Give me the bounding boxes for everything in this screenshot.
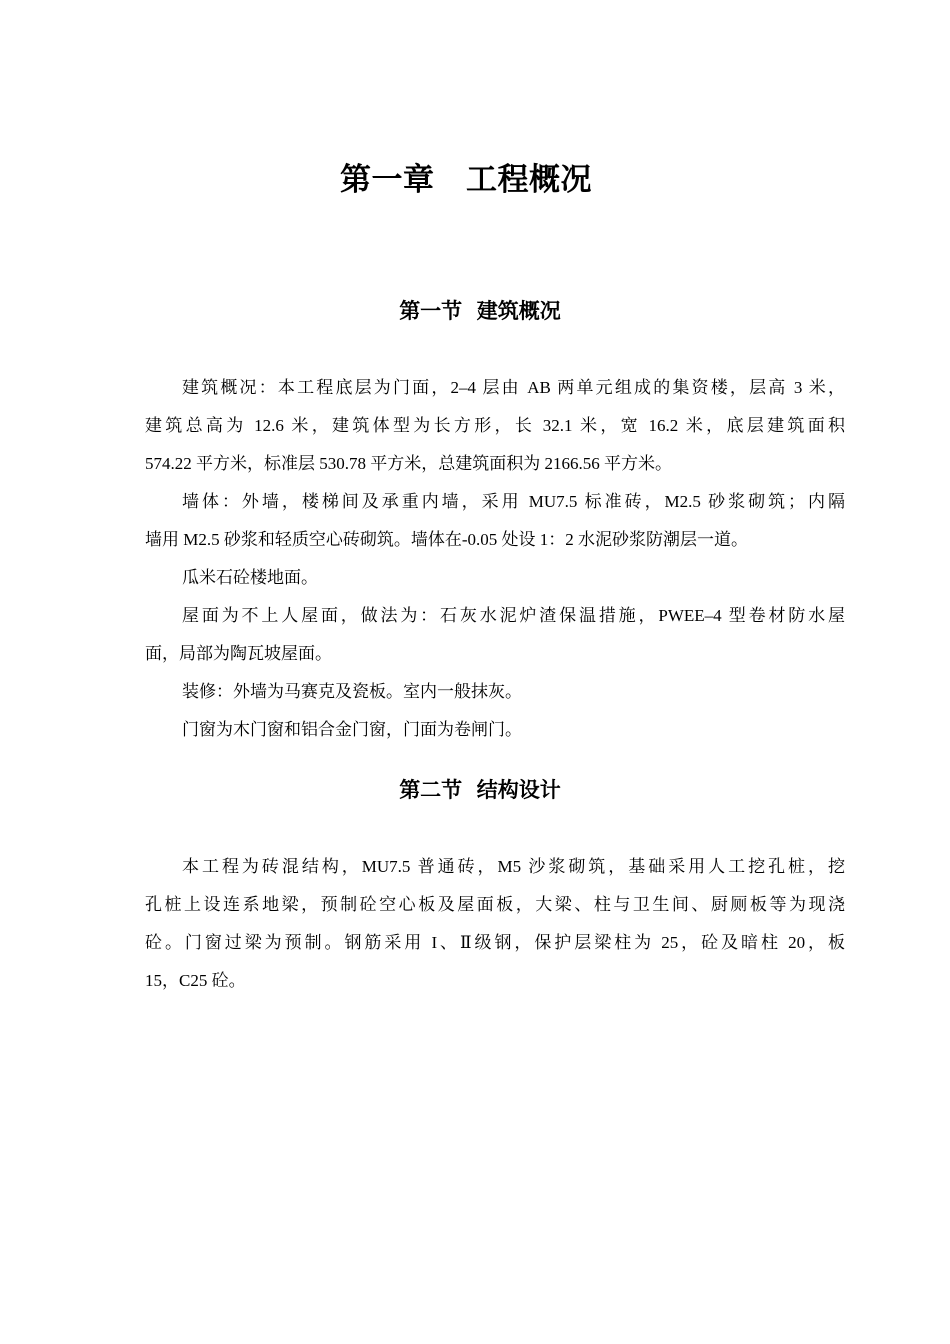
paragraph-line: 装修：外墙为马赛克及瓷板。室内一般抹灰。 <box>182 682 522 701</box>
paragraph-line: 本工程为砖混结构，MU7.5 普通砖，M5 沙浆砌筑，基础采用人工挖孔桩，挖 <box>182 857 845 876</box>
paragraph-line: 门窗为木门窗和铝合金门窗，门面为卷闸门。 <box>182 720 522 739</box>
section-structural-design-body <box>145 848 845 1000</box>
paragraph-line: 瓜米石砼楼地面。 <box>182 568 318 587</box>
paragraph-line: 574.22 平方米，标准层 530.78 平方米，总建筑面积为 2166.56 平方米。 <box>145 454 672 473</box>
section-title-building-overview: 第一节 建筑概况 <box>399 299 561 323</box>
chapter-title: 第一章 工程概况 <box>340 162 592 198</box>
paragraph-line: 孔桩上设连系地梁，预制砼空心板及屋面板，大梁、柱与卫生间、厨厕板等为现浇 <box>145 895 845 914</box>
paragraph-line: 建筑概况：本工程底层为门面，2–4 层由 AB 两单元组成的集资楼，层高 3 米， <box>182 378 845 397</box>
paragraph-line: 15，C25 砼。 <box>145 971 246 990</box>
paragraph-line: 面，局部为陶瓦坡屋面。 <box>145 644 332 663</box>
paragraph-line: 建筑总高为 12.6 米，建筑体型为长方形，长 32.1 米，宽 16.2 米，底层建筑面积 <box>145 416 845 435</box>
section-title-structural-design: 第二节 结构设计 <box>399 778 561 802</box>
section-building-overview-body <box>145 369 845 749</box>
paragraph-line: 砼。门窗过梁为预制。钢筋采用 I、Ⅱ级钢，保护层梁柱为 25，砼及暗柱 20，板 <box>145 933 845 952</box>
paragraph-line: 墙用 M2.5 砂浆和轻质空心砖砌筑。墙体在-0.05 处设 1：2 水泥砂浆防潮层一道。 <box>145 530 749 549</box>
paragraph-line: 墙体：外墙，楼梯间及承重内墙，采用 MU7.5 标准砖，M2.5 砂浆砌筑；内隔 <box>182 492 845 511</box>
paragraph-line: 屋面为不上人屋面，做法为：石灰水泥炉渣保温措施，PWEE–4 型卷材防水屋 <box>182 606 845 625</box>
